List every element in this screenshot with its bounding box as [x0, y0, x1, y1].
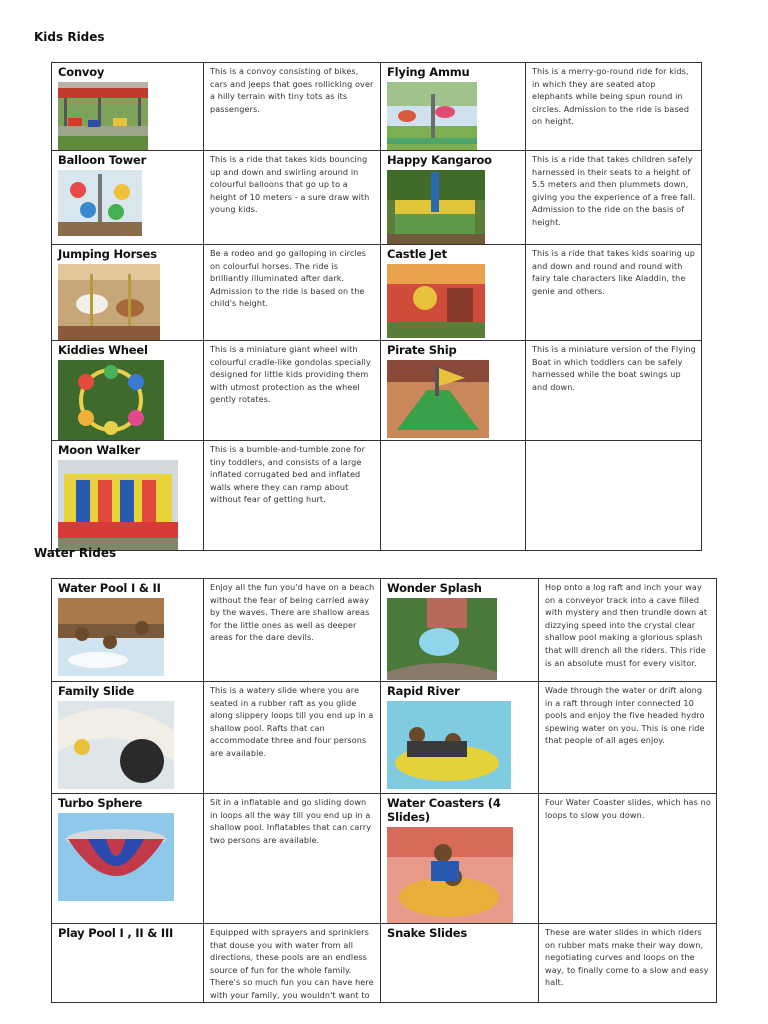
ride-name: Jumping Horses — [58, 247, 157, 261]
ride-description: This is a miniature version of the Flying Boat in which toddlers can be safely harnessed while the boat swings up and down. — [532, 344, 696, 392]
ride-description: Sit in a inflatable and go sliding down in loops all the way till you end up in a shallow pool. Inflatables that can carry two persons are available. — [210, 797, 372, 845]
ride-description: This is a miniature giant wheel with colourful cradle-like gondolas specially designed for little kids providing them with utmost protection as the wheel gently rotates. — [210, 344, 371, 405]
ride-cell-family-slide — [52, 682, 204, 794]
ride-description: These are water slides in which riders on rubber mats make their way down, negotiating curves and loops on the way, to finally come to a slow and easy halt. — [545, 927, 709, 988]
pirate-ship-photo — [387, 360, 489, 438]
ride-name: Wonder Splash — [387, 581, 482, 595]
table-row — [52, 794, 717, 924]
ride-description: This is a ride that takes kids bouncing up and down and swirling around in colourful balloons that go up to a height of 10 meters - a sure draw with young kids. — [210, 154, 370, 215]
wonder-splash-photo — [387, 598, 497, 680]
water-coasters-photo — [387, 827, 513, 923]
moon-walker-photo — [58, 460, 178, 550]
ride-name: Moon Walker — [58, 443, 141, 457]
convoy-photo — [58, 82, 148, 150]
ride-name: Play Pool I , II & III — [58, 926, 174, 940]
table-row — [52, 341, 702, 441]
ride-name: Happy Kangaroo — [387, 153, 492, 167]
happy-kangaroo-photo — [387, 170, 485, 244]
ride-name: Snake Slides — [387, 926, 468, 940]
ride-description: Four Water Coaster slides, which has no loops to slow you down. — [545, 797, 711, 820]
kiddies-wheel-photo — [58, 360, 164, 440]
ride-desc-cell — [539, 924, 717, 1003]
ride-description: This is a ride that takes kids soaring up and down and round and round with fairy tale characters like Aladdin, the genie and others. — [532, 248, 696, 296]
empty-cell — [526, 441, 702, 551]
water-rides-table — [51, 578, 717, 1003]
castle-jet-photo — [387, 264, 485, 338]
ride-description: Enjoy all the fun you'd have on a beach without the fear of being carried away by the waves. There are shallow areas for the little ones as well as deeper areas for the dare devils. — [210, 582, 375, 643]
ride-desc-cell — [204, 441, 381, 551]
ride-cell-play-pool — [52, 924, 204, 1003]
flying-ammu-photo — [387, 82, 477, 150]
kids-rides-table — [51, 62, 702, 551]
ride-cell-castle-jet — [381, 245, 526, 341]
ride-desc-cell — [204, 794, 381, 924]
kids-rides-heading: Kids Rides — [34, 30, 105, 44]
water-rides-heading: Water Rides — [34, 546, 117, 560]
table-row — [52, 441, 702, 551]
ride-description: Hop onto a log raft and inch your way on a conveyor track into a cave filled with mystery and then trundle down at dizzying speed into the crystal clear shallow pool making a glorious splash that will drench all the riders. This ride is an absolute must for every visitor. — [545, 582, 708, 668]
ride-description: This is a watery slide where you are seated in a rubber raft as you glide along slippery loops till you end up in a shallow pool. Rafts that can accommodate three and four persons are available. — [210, 685, 374, 758]
ride-name: Rapid River — [387, 684, 460, 698]
table-row — [52, 63, 702, 151]
ride-desc-cell — [539, 579, 717, 682]
empty-cell — [381, 441, 526, 551]
ride-name: Kiddies Wheel — [58, 343, 148, 357]
ride-name: Flying Ammu — [387, 65, 470, 79]
ride-description: This is a ride that takes children safely harnessed in their seats to a height of 5.5 meters and then plummets down, giving you the experience of a free fall. Admission to the ride on the basis of height. — [532, 154, 696, 227]
ride-cell-kiddies-wheel — [52, 341, 204, 441]
ride-description: Wade through the water or drift along in a raft through inter connected 10 pools and enjoy the five headed hydro spewing water on you. This is one ride that people of all ages enjoy. — [545, 685, 705, 746]
family-slide-photo — [58, 701, 174, 789]
ride-cell-jumping-horses — [52, 245, 204, 341]
ride-desc-cell — [204, 924, 381, 1003]
ride-desc-cell — [539, 682, 717, 794]
ride-cell-snake-slides — [381, 924, 539, 1003]
ride-desc-cell — [204, 245, 381, 341]
ride-cell-balloon-tower — [52, 151, 204, 245]
table-row — [52, 151, 702, 245]
ride-name: Turbo Sphere — [58, 796, 143, 810]
table-row — [52, 245, 702, 341]
jumping-horses-photo — [58, 264, 160, 340]
ride-desc-cell — [526, 341, 702, 441]
ride-desc-cell — [204, 341, 381, 441]
ride-cell-water-coasters — [381, 794, 539, 924]
ride-name: Water Pool I & II — [58, 581, 161, 595]
ride-name: Castle Jet — [387, 247, 447, 261]
ride-description: Be a rodeo and go galloping in circles on colourful horses. The ride is brilliantly illuminated after dark. Admission to the ride is based on the child's height. — [210, 248, 367, 309]
ride-name: Pirate Ship — [387, 343, 457, 357]
table-row — [52, 682, 717, 794]
turbo-sphere-photo — [58, 813, 174, 901]
ride-description: Equipped with sprayers and sprinklers that douse you with water from all directions, these pools are an endless source of fun for the whole family. There's so much fun you can have here with your family, you wouldn't want to — [210, 927, 374, 1000]
ride-name: Water Coasters (4 Slides) — [387, 796, 501, 824]
ride-cell-wonder-splash — [381, 579, 539, 682]
rapid-river-photo — [387, 701, 511, 789]
ride-name: Convoy — [58, 65, 105, 79]
ride-description: This is a bumble-and-tumble zone for tiny toddlers, and consists of a large inflated corrugated bed and inflated walls where they can ramp about without fear of getting hurt. — [210, 444, 366, 505]
ride-desc-cell — [526, 63, 702, 151]
table-row — [52, 579, 717, 682]
ride-desc-cell — [204, 579, 381, 682]
water-pool-photo — [58, 598, 164, 676]
ride-desc-cell — [204, 63, 381, 151]
ride-desc-cell — [526, 245, 702, 341]
ride-cell-convoy — [52, 63, 204, 151]
ride-desc-cell — [204, 151, 381, 245]
balloon-tower-photo — [58, 170, 142, 236]
ride-cell-happy-kangaroo — [381, 151, 526, 245]
ride-cell-water-pool — [52, 579, 204, 682]
ride-desc-cell — [204, 682, 381, 794]
ride-desc-cell — [526, 151, 702, 245]
ride-description: This is a merry-go-round ride for kids, in which they are seated atop elephants while being spun round in circles. Admission to the ride is based on height. — [532, 66, 690, 127]
ride-name: Family Slide — [58, 684, 135, 698]
ride-desc-cell — [539, 794, 717, 924]
ride-name: Balloon Tower — [58, 153, 147, 167]
ride-cell-flying-ammu — [381, 63, 526, 151]
ride-description: This is a convoy consisting of bikes, cars and jeeps that goes rollicking over a hilly terrain with tiny tots as its passengers. — [210, 66, 374, 114]
ride-cell-turbo-sphere — [52, 794, 204, 924]
table-row — [52, 924, 717, 1003]
ride-cell-pirate-ship — [381, 341, 526, 441]
ride-cell-moon-walker — [52, 441, 204, 551]
ride-cell-rapid-river — [381, 682, 539, 794]
